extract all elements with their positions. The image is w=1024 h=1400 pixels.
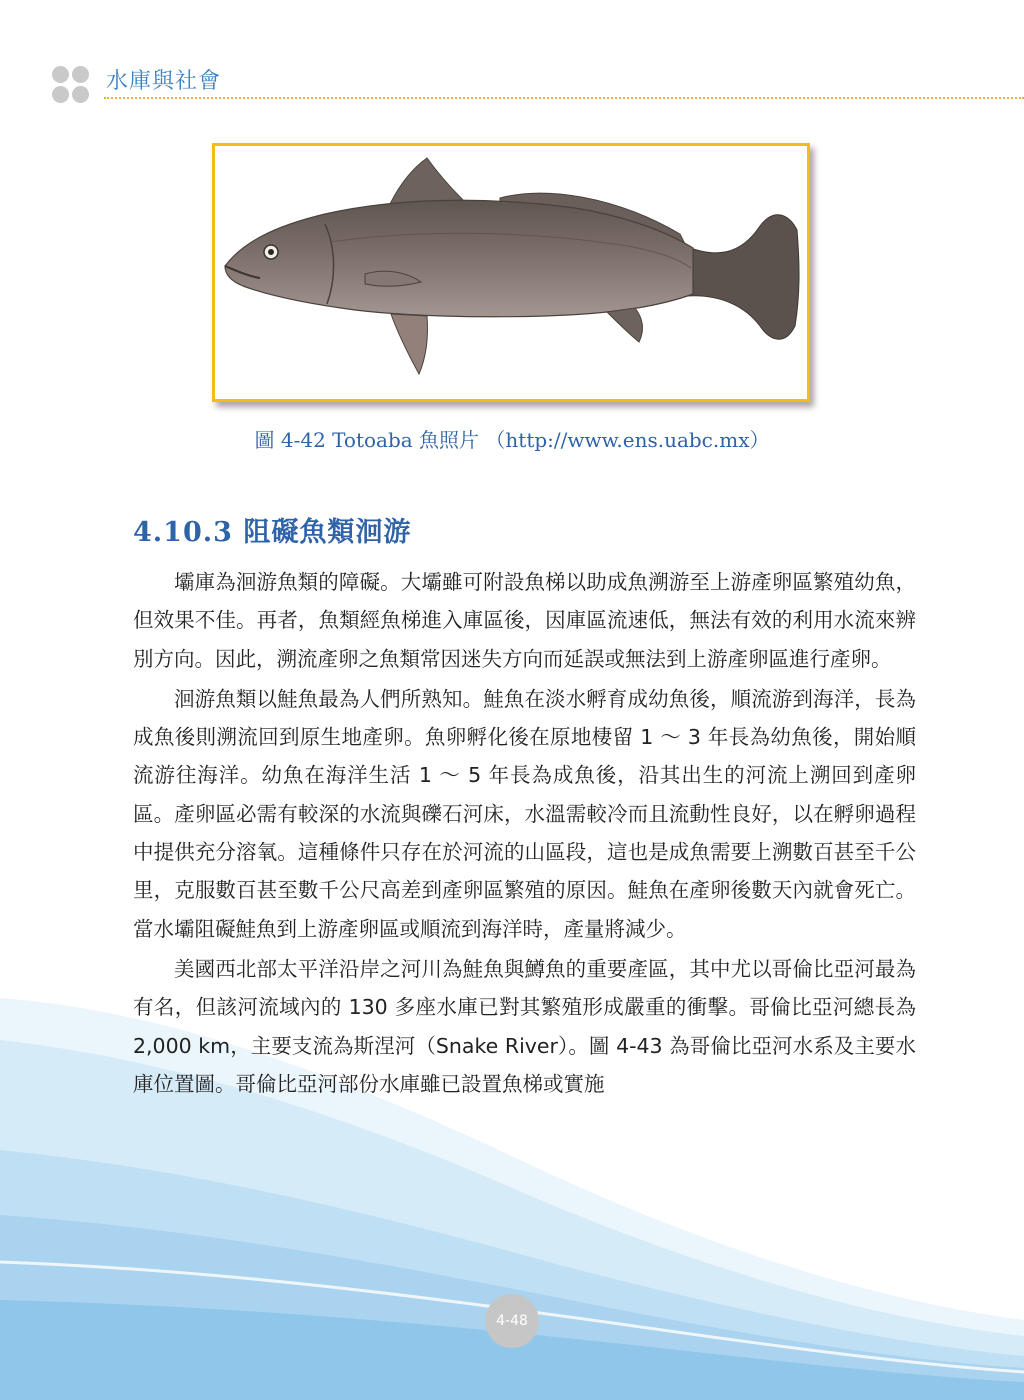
section-heading: 4.10.3 阻礙魚類洄游 [133,517,412,548]
paragraph: 洄游魚類以鮭魚最為人們所熟知。鮭魚在淡水孵育成幼魚後，順流游到海洋，長為成魚後則溯流回到原生地產卵。魚卵孵化後在原地棲留 1 ～ 3 年長為幼魚後，開始順流游往海洋。幼魚在海洋生活 1 ～ 5 年長為成魚後，沿其出生的河流上溯回到產卵區。產卵區必需有較深的水流與礫石河床，水溫需較冷而且流動性良好，以在孵卵過程中提供充分溶氧。這種條件只存在於河流的山區段，這也是成魚需要上溯數百甚至千公里，克服數百甚至數千公尺高差到產卵區繁殖的原因。鮭魚在產卵後數天內就會死亡。當水壩阻礙鮭魚到上游產卵區或順流到海洋時，產量將減少。 [133,686,916,941]
paragraph: 壩庫為洄游魚類的障礙。大壩雖可附設魚梯以助成魚溯游至上游產卵區繁殖幼魚，但效果不佳。再者，魚類經魚梯進入庫區後，因庫區流速低，無法有效的利用水流來辨別方向。因此，溯流產卵之魚類常因迷失方向而延誤或無法到上游產卵區進行產卵。 [133,570,916,671]
totoaba-fish-icon [215,146,807,399]
figure-caption: 圖 4-42 Totoaba 魚照片 （http://www.ens.uabc.mx） [254,428,770,452]
header-divider [104,97,1024,99]
page-number-badge: 4-48 [485,1294,539,1348]
fish-figure [212,143,810,402]
header-title: 水庫與社會 [106,69,222,94]
header-dots-icon [52,66,92,106]
section-body [133,563,916,1103]
page-header [52,60,1024,104]
paragraph: 美國西北部太平洋沿岸之河川為鮭魚與鱒魚的重要產區，其中尤以哥倫比亞河最為有名，但該河流域內的 130 多座水庫已對其繁殖形成嚴重的衝擊。哥倫比亞河總長為 2,000 km，主要支流為斯涅河（Snake River）。圖 4-43 為哥倫比亞河水系及主要水庫位置圖。哥倫比亞河部份水庫雖已設置魚梯或實施 [133,956,916,1096]
